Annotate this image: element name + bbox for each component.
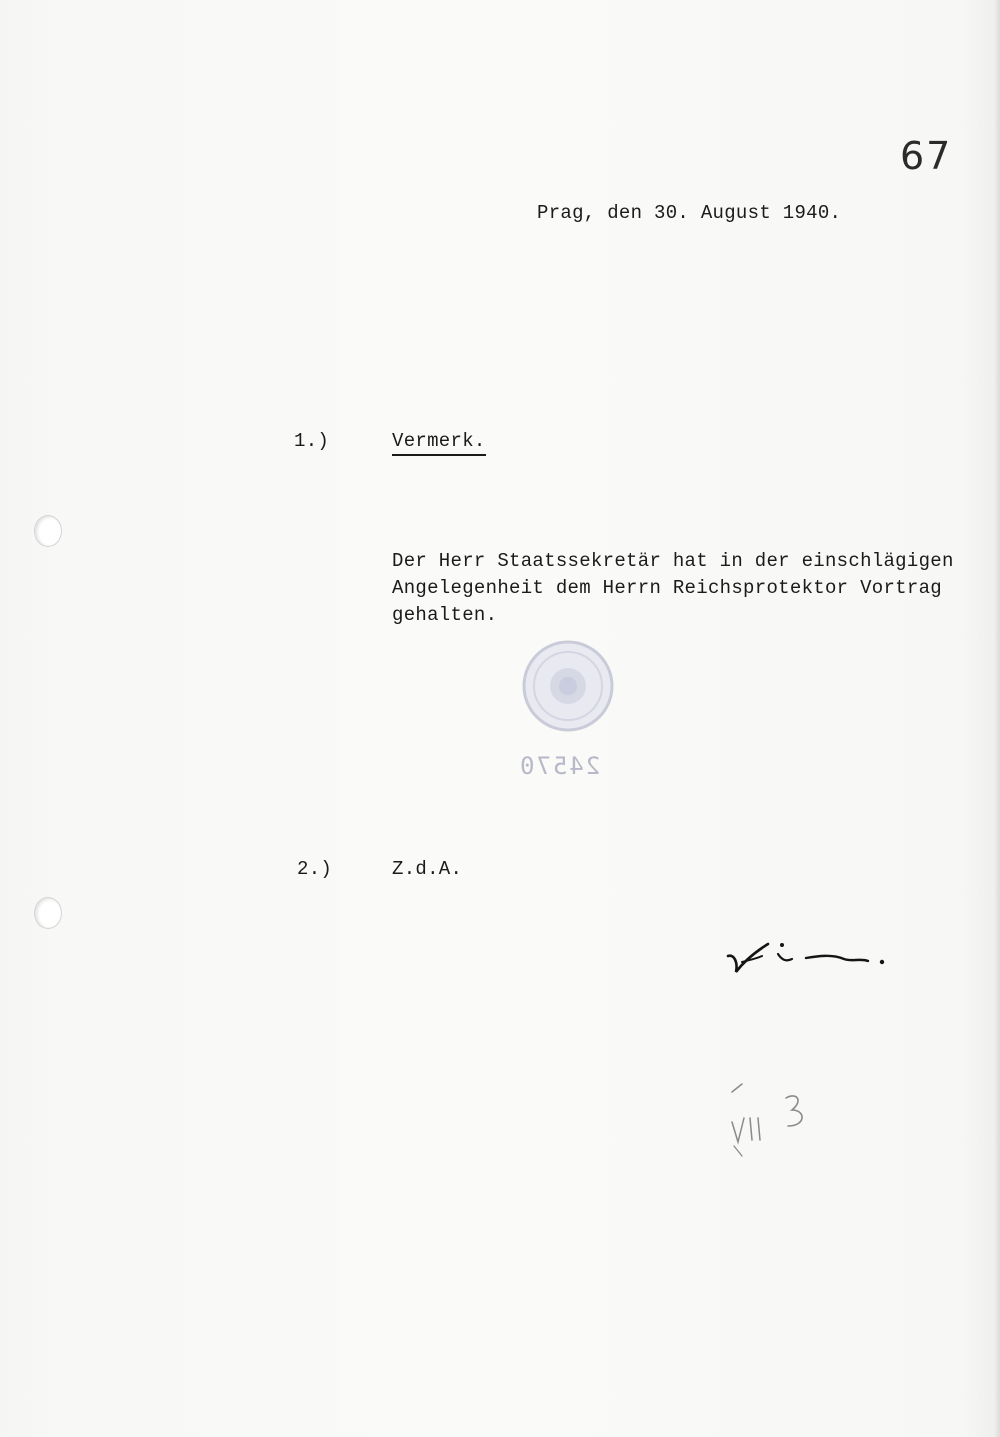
date-line: Prag, den 30. August 1940.: [537, 202, 842, 224]
item-1-number: 1.): [294, 430, 330, 452]
folio-number: 67: [900, 134, 953, 178]
body-line-1: Der Herr Staatssekretär hat in der einschlägigen: [392, 550, 954, 572]
item-2-number: 2.): [297, 858, 333, 880]
item-1-heading: Vermerk.: [392, 430, 486, 456]
faded-round-stamp: [520, 638, 620, 738]
punch-hole-bottom: [34, 897, 62, 929]
body-line-2: Angelegenheit dem Herrn Reichsprotektor Vortrag: [392, 577, 942, 599]
paper-edge-shadow: [994, 0, 1000, 1437]
stamp-number: 24570: [518, 752, 601, 780]
body-line-3: gehalten.: [392, 604, 498, 626]
item-1-body: [392, 548, 992, 629]
pencil-annotation: [722, 1080, 822, 1160]
handwritten-signature: [722, 932, 902, 982]
item-2-text: Z.d.A.: [392, 858, 463, 880]
punch-hole-top: [34, 515, 62, 547]
